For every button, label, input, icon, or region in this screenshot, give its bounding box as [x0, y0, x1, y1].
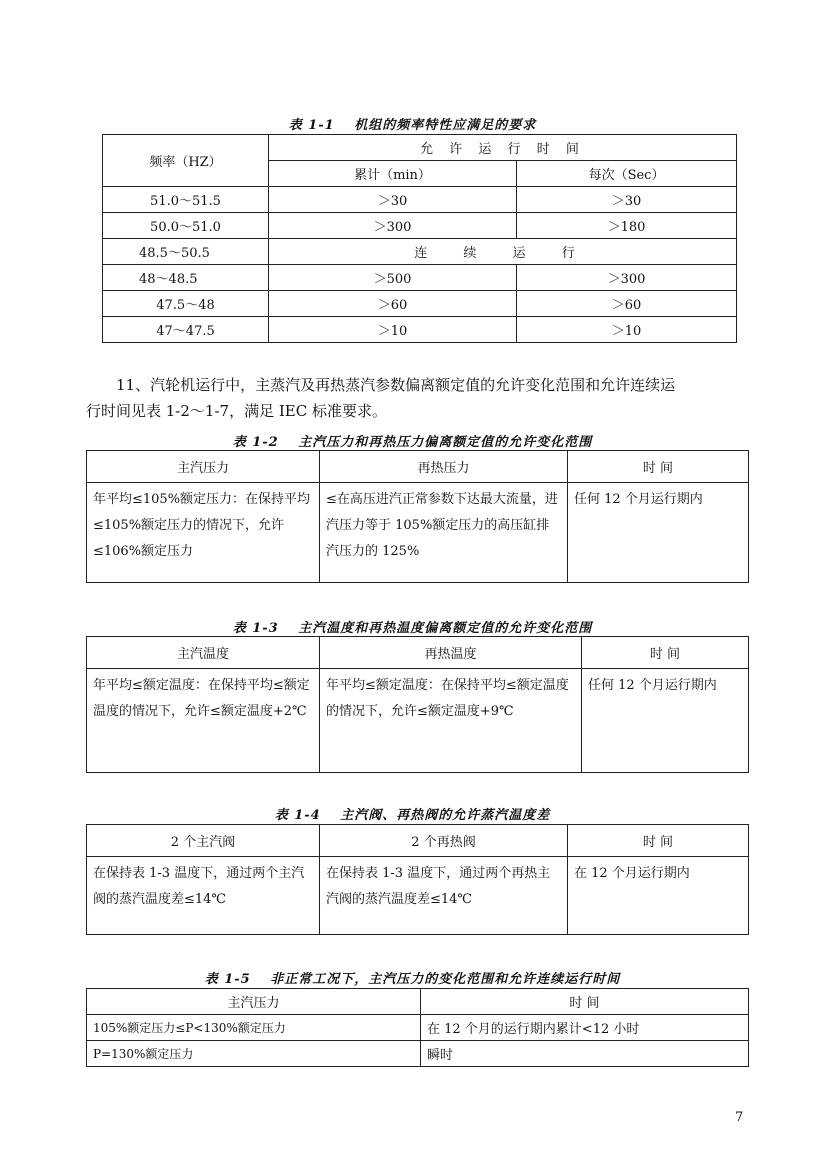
table1-cell: ＞500: [269, 265, 517, 291]
table4-cell: 在保持表 1-3 温度下，通过两个主汽阀的蒸汽温度差≤14℃: [87, 857, 320, 935]
table1-cell: ＞30: [517, 187, 737, 213]
table4-caption: 表 1-4 主汽阀、再热阀的允许蒸汽温度差: [274, 808, 551, 823]
table1-cell: ＞30: [269, 187, 517, 213]
table5-cell: 105%额定压力≤P<130%额定压力: [87, 1015, 421, 1041]
table3-cell: 年平均≤额定温度：在保持平均≤额定温度的情况下，允许≤额定温度+2℃: [87, 669, 320, 773]
table1-cell: 47.5～48: [103, 291, 269, 317]
table1-header-cumulative: 累计（min）: [269, 161, 517, 187]
table4: [86, 824, 749, 935]
table1-header-frequency: 频率（HZ）: [103, 135, 269, 187]
table1-cell: ＞300: [517, 265, 737, 291]
table4-header: 2 个主汽阀: [87, 825, 320, 857]
table4-header: 时 间: [568, 825, 749, 857]
table4-cell: 在保持表 1-3 温度下，通过两个再热主汽阀的蒸汽温度差≤14℃: [320, 857, 568, 935]
page-number: 7: [735, 1110, 744, 1125]
paragraph-line: 11、汽轮机运行中，主蒸汽及再热蒸汽参数偏离额定值的允许变化范围和允许连续运: [116, 376, 676, 394]
table1: [102, 134, 737, 343]
table1-cell: ＞60: [269, 291, 517, 317]
body-paragraph: [86, 372, 746, 424]
table2-cell: 年平均≤105%额定压力：在保持平均≤105%额定压力的情况下，允许≤106%额定压力: [87, 483, 320, 583]
table1-cell: ＞300: [269, 213, 517, 239]
table3: [86, 636, 749, 773]
table5: [86, 988, 749, 1067]
table2-cell: 任何 12 个月运行期内: [568, 483, 749, 583]
table5-cell: P=130%额定压力: [87, 1041, 421, 1067]
table3-header: 主汽温度: [87, 637, 320, 669]
table2-header: 时 间: [568, 451, 749, 483]
table5-cell: 在 12 个月的运行期内累计<12 小时: [421, 1015, 749, 1041]
table4-header: 2 个再热阀: [320, 825, 568, 857]
table2-cell: ≤在高压进汽正常参数下达最大流量，进汽压力等于 105%额定压力的高压缸排汽压力的 125%: [320, 483, 568, 583]
table5-header: 时 间: [421, 989, 749, 1015]
table1-cell: ＞10: [517, 317, 737, 343]
table2-header: 主汽压力: [87, 451, 320, 483]
table1-cell: ＞180: [517, 213, 737, 239]
table2-header: 再热压力: [320, 451, 568, 483]
table5-cell: 瞬时: [421, 1041, 749, 1067]
table1-cell: 48.5～50.5: [103, 239, 269, 265]
table2-caption: 表 1-2 主汽压力和再热压力偏离额定值的允许变化范围: [232, 435, 593, 450]
table3-cell: 年平均≤额定温度：在保持平均≤额定温度的情况下，允许≤额定温度+9℃: [320, 669, 582, 773]
table3-cell: 任何 12 个月运行期内: [582, 669, 749, 773]
table1-cell: 50.0～51.0: [103, 213, 269, 239]
paragraph-line: 行时间见表 1-2～1-7，满足 IEC 标准要求。: [86, 402, 387, 420]
table4-cell: 在 12 个月运行期内: [568, 857, 749, 935]
table1-cell: ＞60: [517, 291, 737, 317]
table1-header-each: 每次（Sec）: [517, 161, 737, 187]
table3-header: 时 间: [582, 637, 749, 669]
table2: [86, 450, 749, 583]
table1-continuous-cell: 连 续 运 行: [269, 239, 737, 265]
table5-header: 主汽压力: [87, 989, 421, 1015]
table1-cell: 47～47.5: [103, 317, 269, 343]
table1-cell: 48～48.5: [103, 265, 269, 291]
table3-header: 再热温度: [320, 637, 582, 669]
table1-caption: 表 1-1 机组的频率特性应满足的要求: [288, 118, 537, 133]
table5-caption: 表 1-5 非正常工况下，主汽压力的变化范围和允许连续运行时间: [204, 972, 621, 987]
table1-cell: ＞10: [269, 317, 517, 343]
table1-cell: 51.0～51.5: [103, 187, 269, 213]
table3-caption: 表 1-3 主汽温度和再热温度偏离额定值的允许变化范围: [232, 621, 593, 636]
table1-header-allowed-time: 允 许 运 行 时 间: [269, 135, 737, 161]
